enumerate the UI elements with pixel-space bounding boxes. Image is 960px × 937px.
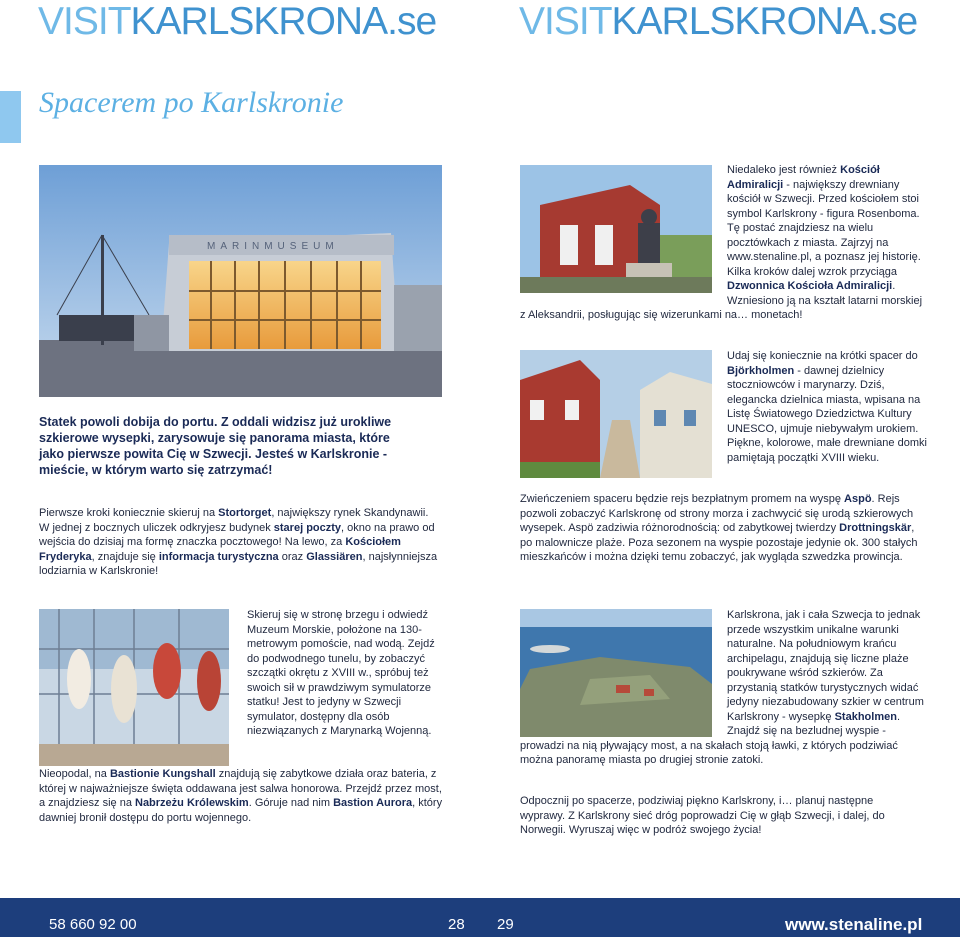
page-number-right: 29: [497, 916, 514, 933]
text: , po malownicze plaże. Poza sezonem na wyspie pozostaje jedynie ok. 300 stałych mieszkańców i można dzięki temu zobaczyć, jak wygląda szwedzka prowincja.: [520, 522, 918, 563]
highlight: starej poczty: [273, 521, 342, 534]
left-brand-visit: VISIT: [38, 0, 131, 43]
intro-lead-part1: Statek powoli dobija do portu.: [39, 415, 218, 429]
text: . Rejs pozwoli zobaczyć Karlskronę od strony morza i zachwycić się urodą szkierowych wysepek. Aspö zadziwia różnorodnością: od zabytkowej twierdzy: [520, 493, 914, 534]
highlight: Dzwonnica Kościoła Admiralicji: [727, 280, 893, 292]
left-brand-karlskrona: KARLSKRONA.se: [130, 0, 437, 43]
museum-sign-text: MARINMUSEUM: [207, 241, 339, 252]
intro-lead-part2: Z oddali widzisz już urokliwe szkierowe wysepki, zarysowuje się panorama miasta, które jako pierwsze powita Cię w Szwecji.: [39, 415, 392, 461]
highlight: Stakholmen: [834, 710, 897, 723]
accent-bar: [0, 91, 21, 143]
text: . Znajdź się na bezludnej wyspie - prowadzi na nią pływający most, a na skałach stoją ławki, z których podziwiać można panoramę miasta po drugiej stronie zatoki.: [520, 710, 901, 766]
highlight: Stortorget: [218, 507, 272, 519]
text: , znajduje się: [91, 550, 159, 563]
page-title: Spacerem po Karlskronie: [39, 86, 344, 119]
aspo-paragraph: [520, 492, 925, 565]
text: , który dawniej bronił dostępu do portu wojennego.: [39, 797, 443, 824]
text: Pierwsze kroki koniecznie skieruj na: [39, 507, 219, 519]
exhibit-photo: [39, 609, 229, 766]
text: Karlskrona, jak i cała Szwecja to jednak przede wszystkim unikalne warunki naturalne. Na południowym krańcu archipelagu, znajdują się liczne plaże poukrywane wśród szkierów. Za przystanią statków turystycznych widać jedyny niezabudowany szkier w centrum Karlskrony - wysepkę: [727, 609, 924, 723]
bjorkholmen-paragraph: [727, 349, 927, 465]
text: - dawnej dzielnicy stoczniowców i marynarzy. Dziś, elegancka dzielnica miasta, wpisana na Listę Światowego Dziedzictwa Kultury UNESCO, ujmuje niebywałym urokiem. Piękne, kolorowe, małe drewniane domki pamiętają początki XVIII wieku.: [727, 364, 927, 464]
highlight: Bastion Aurora: [333, 797, 413, 809]
right-brand-visit: VISIT: [519, 0, 612, 43]
float-spacer: [520, 163, 727, 300]
phone-number: 58 660 92 00: [49, 916, 137, 933]
footer-bar: [0, 898, 960, 937]
closing-paragraph: Odpocznij po spacerze, podziwiaj piękno Karlskrony, i… planuj następne wyprawy. Z Karlskrony sieć dróg poprowadzi Cię w głąb Szwecji, i dalej, do Norwegii. Wyruszaj więc w podróż swojego życia!: [520, 795, 885, 836]
highlight: Glassiären: [306, 550, 363, 563]
highlight: Kościołem Fryderyka: [39, 536, 401, 563]
museum-photo: [39, 165, 442, 397]
text: Nieopodal, na: [39, 768, 110, 780]
houses-photo: [520, 350, 712, 478]
text: . Góruje nad nim: [248, 797, 334, 809]
highlight: Björkholmen: [727, 364, 795, 377]
text: , okno na prawo od wejścia do dzisiaj ma formę znaczka pocztowego! Na lewo, za: [39, 521, 435, 548]
highlight: Bastionie Kungshall: [109, 768, 216, 780]
text: oraz: [278, 550, 307, 563]
intro-lead-part3: Jesteś w Karlskronie - mieście, w którym warto się zatrzymać!: [39, 447, 388, 477]
bastion-paragraph: [39, 767, 449, 825]
website-link[interactable]: www.stenaline.pl: [785, 915, 923, 934]
nature-paragraph: [520, 608, 925, 768]
highlight: Aspö: [844, 493, 872, 505]
left-brand-logo: [38, 0, 436, 44]
page-number-left: 28: [448, 916, 465, 933]
text: Zwieńczeniem spaceru będzie rejs bezpłatnym promem na wyspę: [520, 493, 845, 505]
highlight: informacja turystyczna: [158, 550, 279, 563]
right-brand-logo: [519, 0, 917, 44]
highlight: Kościół Admiralicji: [727, 164, 880, 191]
church-paragraph: [520, 163, 925, 323]
text: , najsłynniejsza lodziarnia w Karlskronie!: [39, 550, 438, 577]
text: , największy rynek Skandynawii. W jednej z bocznych uliczek odkryjesz budynek: [39, 507, 429, 534]
museum-paragraph: Skieruj się w stronę brzegu i odwiedź Muzeum Morskie, położone na 130-metrowym pomoście, nad wodą. Zejdź do podwodnego tunelu, by zobaczyć szczątki okrętu z XVIII w., spróbuj też swoich sił w prawdziwym symulatorze statku! Jest to jedyny w Szwecji symulator, dostępny dla osób niezwiązanych z Marynarką Wojenną.: [247, 609, 435, 737]
right-brand-karlskrona: KARLSKRONA.se: [611, 0, 918, 43]
highlight: Nabrzeżu Królewskim: [135, 797, 249, 809]
text: - największy drewniany kościół w Szwecji. Przed kościołem stoi symbol Karlskrony - figura Rosenboma. Tę postać znajdziesz na wielu pocztówkach z miasta. Zajrzyj na www.stenaline.pl, a poznasz jej historię. Kilka kroków dalej wzrok przyciąga: [727, 178, 921, 278]
highlight: Drottningskär: [839, 522, 912, 534]
text: . Wzniesiono ją na kształt latarni morskiej z Aleksandrii, posługując się wizerunkami na… monetach!: [520, 280, 923, 321]
text: Niedaleko jest również: [727, 164, 841, 176]
float-spacer: [520, 608, 727, 738]
intro-lead: [39, 414, 399, 478]
stortorget-paragraph: [39, 506, 439, 579]
text: Udaj się koniecznie na krótki spacer do: [727, 350, 918, 362]
text: znajdują się zabytkowe działa oraz bateria, z której w najważniejsze święta oddawana jest salwa honorowa. Przejdź przez most, a znajdziesz się na: [39, 768, 442, 809]
